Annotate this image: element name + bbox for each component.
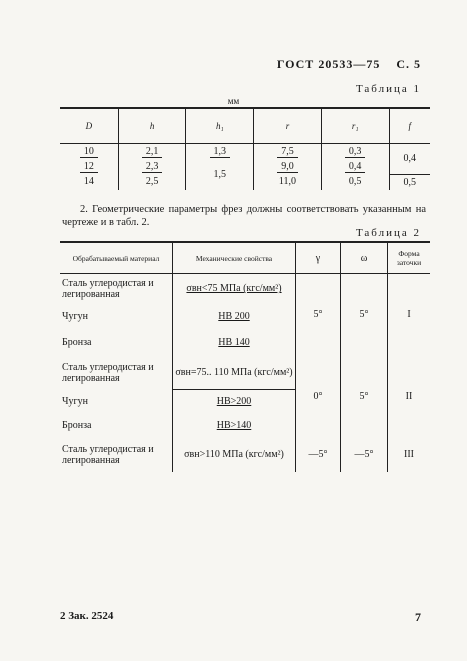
- table-cell: 1,3: [186, 144, 254, 160]
- table1: [60, 107, 430, 190]
- form-cell: II: [405, 391, 413, 402]
- form-cell: I: [407, 309, 411, 321]
- table1-col-header: D: [60, 108, 118, 144]
- table-cell: 0,5: [321, 174, 389, 190]
- gamma-cell: —5°: [296, 438, 341, 472]
- props-cell: σвн=75.. 110 МПа (кгс/мм²): [173, 356, 296, 390]
- table-cell: 7,5: [254, 144, 322, 160]
- page-header: [277, 57, 421, 72]
- table-row: [60, 274, 430, 304]
- page-number: 7: [415, 610, 421, 624]
- material-cell: Бронза: [62, 420, 92, 431]
- table2-col-header: ω: [341, 242, 388, 274]
- table1-col-header: h₁: [186, 108, 254, 144]
- table-cell: 2,3: [118, 159, 186, 174]
- table1-caption: Таблица 1: [355, 83, 421, 95]
- table-cell: 0,4: [321, 159, 389, 174]
- props-cell: σвн<75 МПа (кгс/мм²): [173, 274, 296, 304]
- table-cell: 9,0: [254, 159, 322, 174]
- material-cell: Сталь углеродистая и легированная: [62, 443, 154, 466]
- standard-code: ГОСТ 20533—75: [276, 57, 381, 71]
- form-cell: III: [404, 449, 414, 460]
- table1-header-row: [60, 108, 430, 144]
- table-cell: 0,3: [321, 144, 389, 160]
- gamma-cell: 0°: [296, 356, 341, 438]
- table-row: [60, 438, 430, 472]
- table-cell: 12: [60, 159, 118, 174]
- table-cell: 2,1: [118, 144, 186, 160]
- props-cell: НВ>140: [173, 414, 296, 438]
- table1-col-header: f: [389, 108, 430, 144]
- table-cell: 2,5: [118, 174, 186, 190]
- table-cell: 10: [60, 144, 118, 160]
- table-row: [60, 159, 430, 174]
- paragraph-2: 2. Геометрические параметры фрез должны соответствовать указанным на чертеже и в табл. 2.: [62, 204, 426, 228]
- omega-cell: 5°: [341, 356, 388, 438]
- material-cell: Чугун: [62, 396, 88, 407]
- omega-cell: 5°: [341, 274, 388, 356]
- material-cell: Бронза: [62, 337, 92, 348]
- page-label: С. 5: [396, 57, 421, 71]
- table2-caption: Таблица 2: [355, 227, 421, 239]
- table2-col-header: Механические свойства: [173, 242, 296, 274]
- table-row: [60, 356, 430, 390]
- table-cell: 1,5: [186, 159, 254, 190]
- table2: [60, 241, 430, 472]
- table-cell: 11,0: [254, 174, 322, 190]
- table-row: [60, 144, 430, 160]
- table2-col-header: Обрабатываемый материал: [60, 242, 173, 274]
- props-cell: НВ 200: [173, 304, 296, 330]
- table2-header-row: [60, 242, 430, 274]
- table-cell: 0,5: [403, 176, 416, 188]
- gamma-cell: 5°: [296, 274, 341, 356]
- omega-cell: —5°: [341, 438, 388, 472]
- material-cell: Сталь углеродистая и легированная: [62, 361, 154, 384]
- table1-col-header: h: [118, 108, 186, 144]
- table1-col-header: r₁: [321, 108, 389, 144]
- material-cell: Сталь углеродистая и легированная: [62, 277, 154, 300]
- table-cell: 0,4: [389, 144, 430, 175]
- order-number: 2 Зак. 2524: [60, 610, 114, 622]
- table1-unit: мм: [227, 96, 240, 106]
- table2-col-header: Форма заточки: [388, 242, 431, 274]
- table1-col-header: r: [254, 108, 322, 144]
- props-cell: σвн>110 МПа (кгс/мм²): [173, 438, 296, 472]
- table2-col-header: γ: [296, 242, 341, 274]
- props-cell: НВ>200: [173, 390, 296, 414]
- table-cell: 14: [60, 174, 118, 190]
- props-cell: НВ 140: [173, 330, 296, 356]
- material-cell: Чугун: [62, 311, 88, 322]
